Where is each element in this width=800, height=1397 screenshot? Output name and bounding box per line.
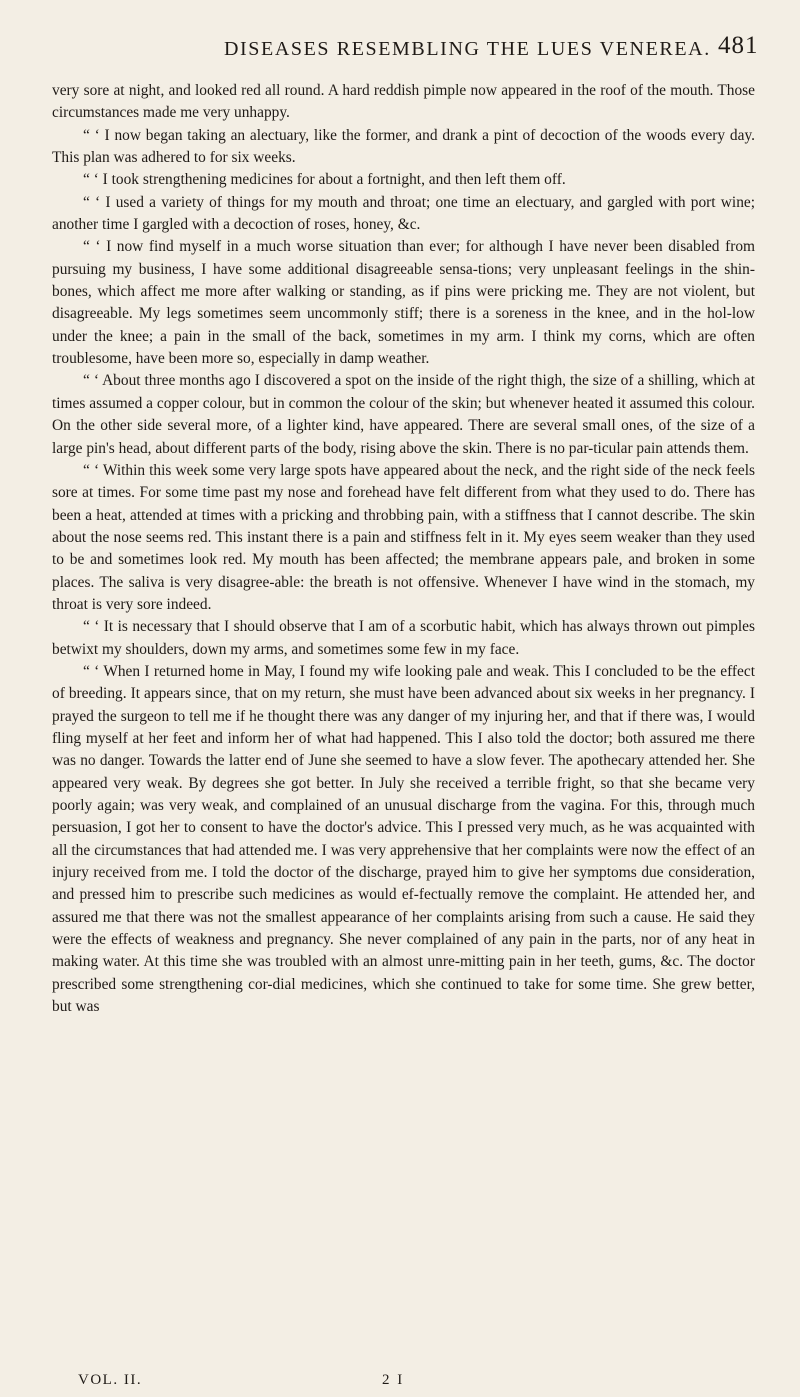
running-title: DISEASES RESEMBLING THE LUES VENEREA. [224, 38, 711, 60]
paragraph: “ ‘ It is necessary that I should observe that I am of a scorbutic habit, which has always thrown out pimples betwixt my shoulders, down my arms, and sometimes some few in my face. [52, 618, 755, 658]
paragraph: “ ‘ I now began taking an alectuary, like the former, and drank a pint of decoction of the woods every day. This plan was adhered to for six weeks. [52, 126, 755, 167]
signature-mark: 2 I [382, 1372, 405, 1388]
body-text [52, 80, 755, 1018]
volume-label: VOL. II. [78, 1372, 143, 1388]
paragraph: very sore at night, and looked red all round. A hard reddish pimple now appeared in the roof of the mouth. Those circumstances made me very unhappy. [52, 82, 755, 122]
page-number: 481 [718, 32, 759, 59]
paragraph: “ ‘ When I returned home in May, I found my wife looking pale and weak. This I concluded to be the effect of breeding. It appears since, that on my return, she must have been advanced about six weeks in her pregnancy. I prayed the surgeon to tell me if he thought there was any danger of my injuring her, and that if there was, I would fling myself at her feet and inform her of what had happened. This I also told the doctor; both assured me there was no danger. Towards the latter end of June she seemed to have a slow fever. The apothecary attended her. She appeared very weak. By degrees she got better. In July she received a terrible fright, so that she became very poorly again; was very weak, and complained of an unusual discharge from the vagina. For this, through much persuasion, I got her to consent to have the doctor's advice. This I pressed very much, as he was acquainted with all the circumstances that had attended me. I was very apprehensive that her complaints were now the effect of an injury received from me. I told the doctor of the discharge, prayed him to give her symptoms due consideration, and pressed him to prescribe such medicines as would ef-fectually remove the complaint. He attended her, and assured me that there was not the smallest appearance of her complaints arising from such a cause. He said they were the effects of weakness and pregnancy. She never complained of any pain in the parts, nor of any heat in making water. At this time she was troubled with an almost unre-mitting pain in her teeth, gums, &c. The doctor prescribed some strengthening cor-dial medicines, which she continued to take for some time. She grew better, but was [52, 662, 755, 1016]
paragraph: “ ‘ About three months ago I discovered a spot on the inside of the right thigh, the size of a shilling, which at times assumed a copper colour, but in common the colour of the skin; but whenever heated it assumed this colour. On the other side several more, of a lighter kind, have appeared. There are several small ones, of the size of a large pin's head, about different parts of the body, rising above the skin. There is no par-ticular pain attends them. [52, 372, 755, 457]
paragraph: “ ‘ I used a variety of things for my mouth and throat; one time an electuary, and gargled with port wine; another time I gargled with a decoction of roses, honey, &c. [52, 193, 755, 234]
paragraph: “ ‘ Within this week some very large spots have appeared about the neck, and the right side of the neck feels sore at times. For some time past my nose and forehead have felt different from what they used to do. There has been a heat, attended at times with a pricking and throbbing pain, with a stiffness that I cannot describe. The skin about the nose seems red. This instant there is a pain and stiffness felt in it. My eyes seem weaker than they used to be and sometimes look red. My mouth has been affected; the membrane appears pale, and broken in some places. The saliva is very disagree-able: the breath is not offensive. Whenever I have wind in the stomach, my throat is very sore indeed. [52, 461, 755, 613]
paragraph: “ ‘ I took strengthening medicines for about a fortnight, and then left them off. [83, 171, 566, 189]
paragraph: “ ‘ I now find myself in a much worse situation than ever; for although I have never been disabled from pursuing my business, I have some additional disagreeable sensa-tions; very unpleasant feelings in the shin-bones, which affect me more after walking or standing, as if pins were pricking me. They are not violent, but disagreeable. My legs sometimes seem uncommonly stiff; there is a soreness in the knee, and in the hol-low under the knee; a pain in the small of the back, sometimes in my arm. I think my corns, which are often troublesome, have been more so, especially in damp weather. [52, 238, 755, 368]
